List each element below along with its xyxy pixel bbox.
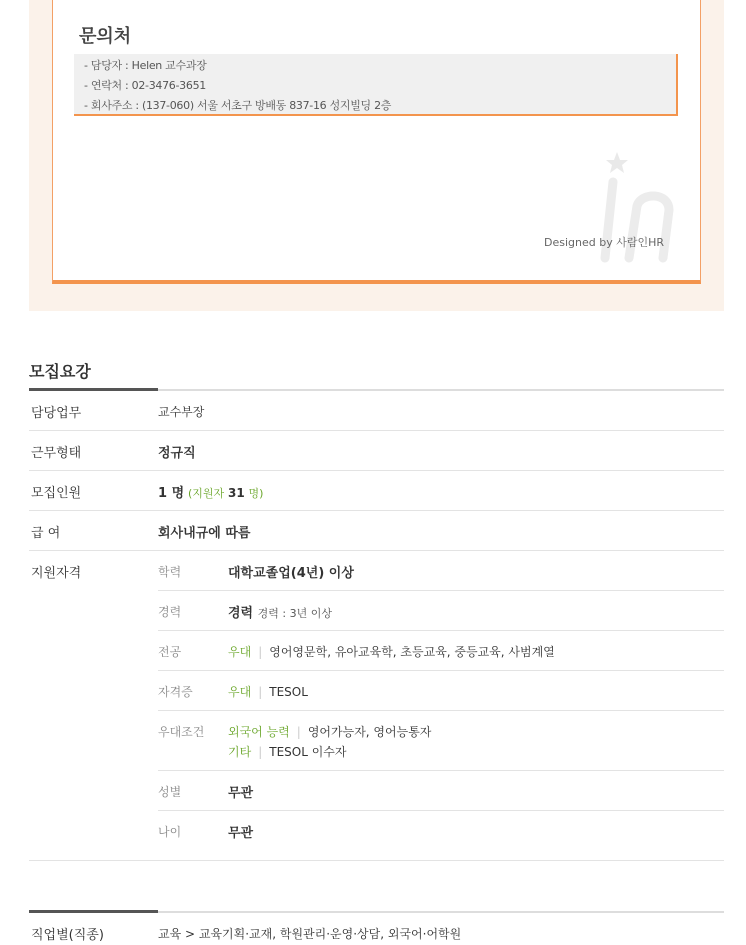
career-label: 경력 xyxy=(158,605,182,619)
row-divider xyxy=(29,430,724,431)
separator: | xyxy=(296,725,301,739)
row-divider xyxy=(29,550,724,551)
preference-item xyxy=(228,723,431,740)
sub-row-divider xyxy=(158,710,724,711)
job-category-label: 직업별(직종) xyxy=(31,928,104,943)
contact-title: 문의처 xyxy=(79,26,132,47)
license-value: TESOL xyxy=(269,685,308,699)
major-tag: 우대 xyxy=(228,645,252,659)
education-label: 학력 xyxy=(158,565,182,579)
employment-value: 정규직 xyxy=(158,446,196,461)
major-value-group xyxy=(228,643,555,660)
section-divider-accent xyxy=(29,388,158,391)
education-value: 대학교졸업(4년) 이상 xyxy=(228,566,354,581)
contact-address: - 회사주소 : (137-060) 서울 서초구 방배동 837-16 성지빌딩 2층 xyxy=(84,99,392,112)
preference-label: 우대조건 xyxy=(158,725,205,739)
preference-item xyxy=(228,743,347,760)
sub-row-divider xyxy=(158,670,724,671)
employment-label: 근무형태 xyxy=(31,446,82,461)
contact-info-box xyxy=(74,54,678,116)
sub-row-divider xyxy=(158,630,724,631)
career-detail: 경력 : 3년 이상 xyxy=(257,607,332,620)
major-label: 전공 xyxy=(158,645,182,659)
career-value-group xyxy=(228,602,332,621)
gender-value: 무관 xyxy=(228,786,254,801)
job-category-value[interactable]: 교육 > 교육기획·교재, 학원관리·운영·상담, 외국어·어학원 xyxy=(158,927,462,941)
salary-label: 급 여 xyxy=(31,526,61,541)
recruit-section-title: 모집요강 xyxy=(29,362,91,381)
separator: | xyxy=(258,745,263,759)
headcount-value: 1 명 xyxy=(158,486,185,501)
applicants-prefix: (지원자 xyxy=(187,487,225,500)
duty-label: 담당업무 xyxy=(31,406,82,421)
job-section-divider-accent xyxy=(29,910,158,913)
section-end-divider xyxy=(29,860,724,861)
gender-label: 성별 xyxy=(158,785,182,799)
qualification-label: 지원자격 xyxy=(31,566,82,581)
headcount-label: 모집인원 xyxy=(31,486,82,501)
license-value-group xyxy=(228,683,308,700)
license-label: 자격증 xyxy=(158,685,193,699)
career-value: 경력 xyxy=(228,606,254,621)
sub-row-divider xyxy=(158,810,724,811)
preference-tag: 기타 xyxy=(228,745,252,759)
applicants-suffix: 명) xyxy=(248,487,264,500)
designed-by-text: Designed by 사람인HR xyxy=(544,236,665,249)
preference-value: TESOL 이수자 xyxy=(269,745,347,759)
preference-tag: 외국어 능력 xyxy=(228,725,290,739)
sub-row-divider xyxy=(158,770,724,771)
age-value: 무관 xyxy=(228,826,254,841)
age-label: 나이 xyxy=(158,825,182,839)
major-value: 영어영문학, 유아교육학, 초등교육, 중등교육, 사범계열 xyxy=(269,645,555,659)
separator: | xyxy=(258,685,263,699)
salary-value: 회사내규에 따름 xyxy=(158,526,251,541)
sub-row-divider xyxy=(158,590,724,591)
duty-value: 교수부장 xyxy=(158,405,205,419)
contact-phone: - 연락처 : 02-3476-3651 xyxy=(84,79,206,92)
headcount-value-group xyxy=(158,482,263,501)
preference-value: 영어가능자, 영어능통자 xyxy=(307,725,432,739)
contact-manager: - 담당자 : Helen 교수과장 xyxy=(84,59,207,72)
applicants-count[interactable]: 31 xyxy=(227,486,245,500)
contact-card xyxy=(52,0,701,284)
row-divider xyxy=(29,510,724,511)
row-divider xyxy=(29,470,724,471)
license-tag: 우대 xyxy=(228,685,252,699)
separator: | xyxy=(258,645,263,659)
